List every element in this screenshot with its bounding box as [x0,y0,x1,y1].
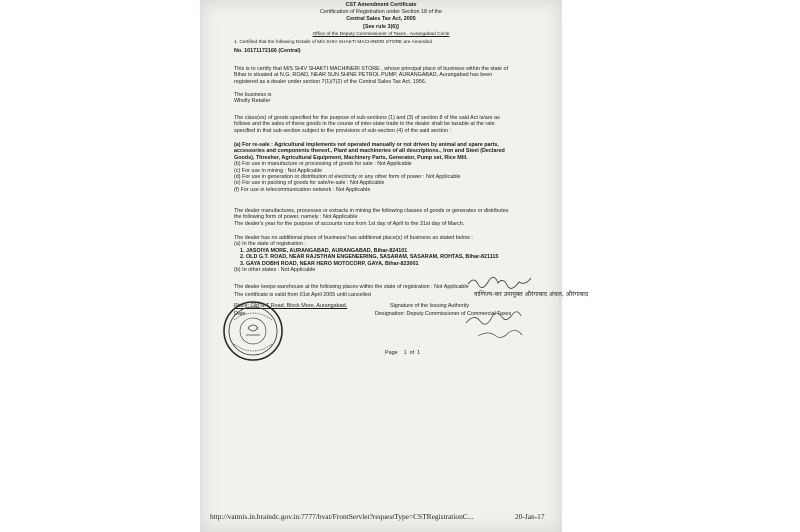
places-line: (a) In the state of registration : [234,241,306,248]
classes-line: specified in that sub-section subject to the provisions of sub-section (4) of the said section : [234,127,451,134]
footer-date: 20-Jan-17 [515,512,545,521]
certificate-title: CST Amendment Certificate [345,2,417,8]
business-value: Wholly Retailer [234,98,271,105]
validity-statement: The certificate is valid from 01st April 2005 until cancelled [234,292,371,298]
stamp-text: वाणिज्य-कर उपायुक्त औरंगाबाद अंचल, औरंगाबाद [474,291,589,298]
goods-item: (e) For use in packing of goods for sale/re-sale : Not Applicable [234,180,385,187]
amendment-statement: 1. Certified that the following Details of M/s SHIV SHAKTI MACHINERI STORE are Amended [234,40,432,45]
authority-signature-icon [460,268,589,358]
date-label: Date [234,311,246,317]
address-item: 2. OLD G.T. ROAD, NEAR RAJSTHAN ENGENEERING, SASARAM, SASARAM, ROHTAS, Bihar-821115 [240,254,499,261]
signature-label: Signature of the Issuing Authority [390,303,470,309]
office-name: Office of the Deputy Commissioner of Taxes , Aurangabad Circle [312,32,450,37]
classes-line: follows and the sales of these goods in the course of inter-state trade to the dealer shall be taxable at the rate [234,121,495,128]
goods-item: (d) For use in generation or distribution of electricity or any other form of power : Not Applicable [234,174,461,181]
goods-item: (f) For use in telecommunication network : Not Applicable [234,186,371,193]
registration-number: No. 10171172166 (Central) [234,48,301,54]
dealer-line: The dealer manufactures, processes or extracts in mining the following classes of goods or generates or distributes [234,208,509,214]
address-item: 3. GAYA DOBHI ROAD, NEAR HERO MOTOCORP, GAYA, Bihar-823001 [240,260,419,267]
page-of: of [409,350,415,356]
act-name: Central Sales Tax Act, 2005 [346,16,416,22]
office-seal-icon [222,300,284,362]
address-item: 1. JASOIYA MORE, AURANGABAD, AURANGABAD, Bihar-824101 [240,247,408,254]
goods-item: Goods), Thresher, Agricultural Equipment, Machinery Parts, Generator, Pump set, Rice Mill. [234,154,468,161]
intro-line: registered as a dealer under section 7(1)/7(2) of the Central Sales Tax Act, 1956. [234,78,427,85]
warehouse-statement: The dealer keeps warehouse at the following places within the state of registration : Not Applicable [234,284,469,290]
places-list [234,235,498,273]
goods-item: accessories and components thereof., Plant and machineries of all descriptions., Iron and Steel (Declared [234,148,505,155]
page-indicator [385,350,420,356]
designation: Designation: Deputy Commissioner of Commercial Taxes [375,311,512,317]
classes-line: The class(es) of goods specified for the purpose of sub-sections (1) and (3) of section 8 of the said Act is/are as [234,115,500,121]
place-line: Place: Old G.T Road, Block More, Aurangabad. [234,303,348,309]
intro-line: This is to certify that M/S SHIV SHAKTI MACHINERI STORE , whose principal place of business within the state of [234,66,509,72]
intro-line: Bihar is situated at N.G. ROAD, NEAR SUN SHINE PETROL PUMP, AURANGABAD, Aurangabad has been [234,72,493,79]
intro-paragraph [234,66,508,85]
page-total: 1 [417,350,421,356]
classes-paragraph [234,115,500,134]
certificate-subtitle: Certification of Registration under Section 18 of the [320,9,442,15]
dealer-line: The dealer's year for the purpose of accounts runs from 1st day of April to the 31st day of March. [234,220,465,227]
dealer-paragraph [234,208,508,227]
certificate-page [200,0,589,532]
page-label: Page [385,350,398,356]
places-line: The dealer has no additional place of business/ has additional place(s) of business as stated below : [234,235,473,241]
goods-item: (c) For use in mining : Not Applicable [234,167,323,174]
footer-url: http://vatmis.in.braindc.gov.in:7777/bvat/FrontServlet?requestType=CSTRegistrationC... [210,512,474,521]
places-line: (b) In other states : Not Applicable [234,267,316,274]
rule-reference: [See rule 3(6)] [363,24,399,30]
page-current: 1 [403,350,407,356]
business-label: The business is [234,92,272,98]
goods-item: (b) For use in manufacture or processing of goods for sale : Not Applicable [234,161,412,168]
goods-list [234,142,505,193]
business-type [234,92,271,105]
dealer-line: the following form of power, namely : Not Applicable [234,214,358,221]
browser-print-footer [210,512,545,521]
goods-item: (a) For re-sale : Agricultural implements not operated manually or not driven by animal and spare parts, [234,142,499,148]
